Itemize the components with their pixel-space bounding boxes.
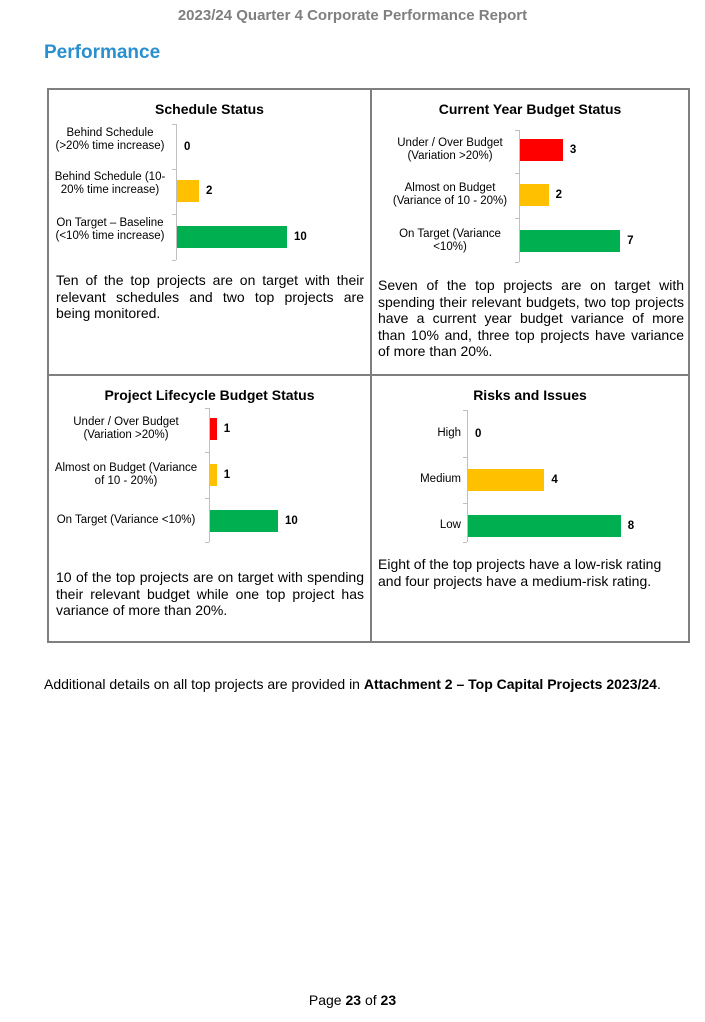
chart-category-label: Almost on Budget (Variance of 10 - 20%) [392,181,508,207]
attachment-reference: Attachment 2 – Top Capital Projects 2023/24 [363,676,657,692]
chart-bar [210,418,217,440]
chart-category-label: Behind Schedule (>20% time increase) [55,126,165,153]
chart-category-label: Almost on Budget (Variance of 10 - 20%) [54,461,198,487]
risks-issues-panel [372,376,688,641]
chart-bar [520,230,620,252]
page-current: 23 [345,992,362,1008]
lifecycle-budget-panel [49,376,370,641]
chart-bar [520,184,549,206]
chart-category-label: Medium [420,473,461,486]
chart-axis-tick [172,214,176,215]
chart-axis-tick [205,542,209,543]
chart-category-label: On Target (Variance <10%) [399,227,501,253]
chart-axis-tick [515,130,519,131]
chart-category-label: On Target (Variance <10%) [56,514,196,527]
chart-bar [468,515,621,537]
chart-axis-tick [172,260,176,261]
chart-category-label: Under / Over Budget (Variation >20%) [397,136,503,162]
chart-bar [210,464,217,486]
page-prefix: Page [308,992,346,1008]
chart-axis-tick [463,457,467,458]
chart-bar [468,469,544,491]
footnote [44,676,661,692]
performance-grid [47,88,690,643]
chart-axis-tick [172,124,176,125]
chart-axis-tick [205,498,209,499]
chart-axis-tick [463,542,467,543]
section-title: Performance [44,42,161,63]
chart-axis-tick [515,262,519,263]
chart-axis-tick [515,218,519,219]
chart-value-label: 10 [285,515,298,527]
chart-category-label: Behind Schedule (10-20% time increase) [54,170,166,197]
chart-value-label: 8 [627,520,635,532]
chart-bar [520,139,563,161]
chart-axis-tick [172,169,176,170]
chart-category-label: Under / Over Budget (Variation >20%) [73,415,179,441]
lifecycle-chart-title: Project Lifecycle Budget Status [104,387,315,403]
chart-category-label: High [437,427,461,440]
report-header: 2023/24 Quarter 4 Corporate Performance Report [177,7,528,24]
chart-value-label: 7 [627,235,634,247]
page-middle: of [361,992,381,1008]
chart-value-label: 2 [555,189,562,201]
chart-axis-tick [205,408,209,409]
chart-value-label: 1 [223,469,231,481]
chart-value-label: 2 [206,185,213,197]
schedule-chart-title: Schedule Status [155,101,264,117]
current-budget-description: Seven of the top projects are on target with spending their relevant budgets, two top projects have a current year budget variance of more than 10% and, three top projects have variance of more than 20%. [378,277,684,359]
current-year-budget-panel [372,90,688,374]
chart-category-label: Low [439,519,461,532]
chart-axis-tick [205,452,209,453]
chart-value-label: 3 [569,144,577,156]
chart-axis-tick [463,503,467,504]
chart-bar [210,510,278,532]
chart-value-label: 0 [184,141,191,153]
chart-category-label: On Target – Baseline (<10% time increase) [55,216,165,243]
page-total: 23 [380,992,397,1008]
chart-value-label: 10 [294,231,307,243]
schedule-status-panel [49,90,370,374]
lifecycle-description: 10 of the top projects are on target with spending their relevant budget while one top project has variance of more than 20%. [56,569,364,618]
chart-value-label: 1 [223,423,231,435]
schedule-description: Ten of the top projects are on target with their relevant schedules and two top projects are being monitored. [56,272,364,321]
footnote-suffix: . [656,676,661,692]
chart-bar [177,180,199,202]
current-budget-chart-title: Current Year Budget Status [438,101,622,117]
chart-value-label: 4 [551,474,558,486]
chart-bar [177,226,287,248]
risks-description: Eight of the top projects have a low-risk rating and four projects have a medium-risk rating. [378,556,662,589]
page-number [0,992,705,1008]
chart-axis-tick [515,173,519,174]
footnote-prefix: Additional details on all top projects are provided in [44,676,364,692]
chart-value-label: 0 [475,428,482,440]
chart-axis-tick [463,410,467,411]
risks-chart-title: Risks and Issues [473,387,587,403]
